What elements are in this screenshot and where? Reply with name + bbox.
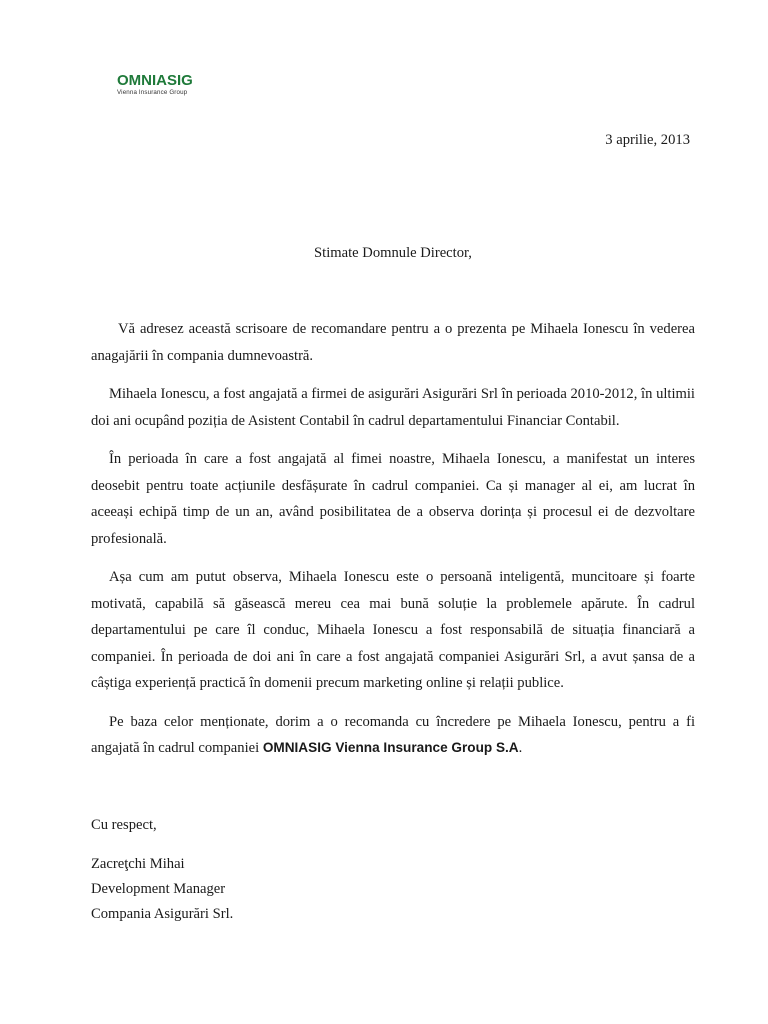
signer-name: Zacreţchi Mihai [91, 856, 185, 872]
logo-wordmark: OMNIASIG [117, 72, 193, 89]
recommendation-text: Pe baza celor menționate, dorim a o recomanda cu încredere pe Mihaela Ionescu, pentru a fi angajată în cadrul companiei [91, 713, 695, 756]
letter-date: 3 aprilie, 2013 [605, 132, 690, 148]
recommendation-end: . [518, 740, 523, 756]
letter-body [91, 316, 695, 774]
recommended-company-name: OMNIASIG Vienna Insurance Group S.A [262, 740, 519, 755]
paragraph-recommendation [91, 709, 695, 762]
company-logo [117, 73, 197, 97]
salutation: Stimate Domnule Director, [314, 245, 472, 261]
signature-block [91, 852, 233, 927]
closing-phrase: Cu respect, [91, 817, 157, 833]
paragraph-interest: În perioada în care a fost angajată al fimei noastre, Mihaela Ionescu, a manifestat un interes deosebit pentru toate acțiunile desfășurate în cadrul companiei. Ca și manager al ei, am lucrat în aceeași echipă timp de un an, având posibilitatea de a observa dorința și procesul ei de dezvoltare profesională. [91, 451, 695, 547]
signer-company: Compania Asigurări Srl. [91, 906, 234, 922]
signer-title: Development Manager [91, 881, 226, 897]
paragraph-qualities: Așa cum am putut observa, Mihaela Ionescu este o persoană inteligentă, muncitoare și foarte motivată, capabilă să găsească mereu cea mai bună soluție la problemele apărute. În cadrul departamentului pe care îl conduc, Mihaela Ionescu a fost responsabilă de situația financiară a companiei. În perioada de doi ani în care a fost angajată companiei Asigurări Srl, a avut șansa de a câștiga experiență practică în domenii precum marketing online și relații publice. [91, 569, 695, 691]
paragraph-intro: Vă adresez această scrisoare de recomandare pentru a o prezenta pe Mihaela Ionescu în vederea anagajării în compania dumnevoastră. [91, 321, 695, 364]
paragraph-employment: Mihaela Ionescu, a fost angajată a firmei de asigurări Asigurări Srl în perioada 2010-2012, în ultimii doi ani ocupând poziția de Asistent Contabil în cadrul departamentului Financiar Contabil. [91, 386, 695, 429]
logo-subtitle: Vienna Insurance Group [117, 89, 188, 96]
